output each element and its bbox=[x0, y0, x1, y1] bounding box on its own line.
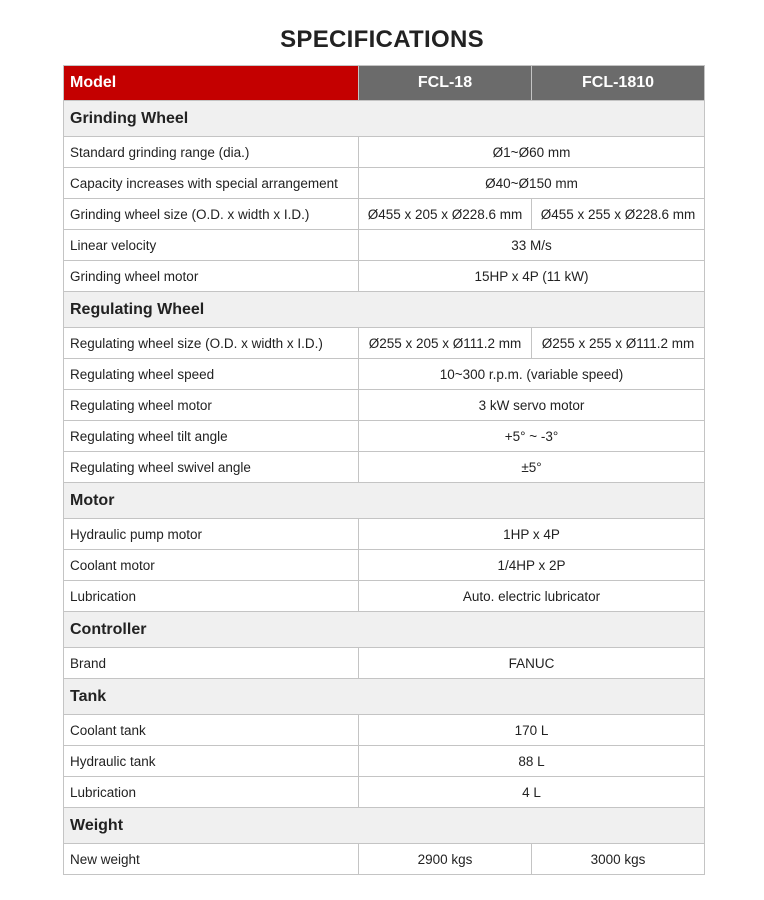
section-heading: Grinding Wheel bbox=[64, 101, 705, 137]
table-body bbox=[64, 101, 705, 875]
spec-value-fcl-18: 2900 kgs bbox=[359, 844, 532, 875]
table-row bbox=[64, 230, 705, 261]
section-heading: Weight bbox=[64, 808, 705, 844]
spec-label: Capacity increases with special arrangement bbox=[64, 168, 359, 199]
spec-value-shared: 1HP x 4P bbox=[359, 519, 705, 550]
spec-value-shared: 170 L bbox=[359, 715, 705, 746]
section-row-weight bbox=[64, 808, 705, 844]
spec-value-fcl-1810: 3000 kgs bbox=[532, 844, 705, 875]
table-row bbox=[64, 137, 705, 168]
spec-label: Coolant motor bbox=[64, 550, 359, 581]
spec-label: Brand bbox=[64, 648, 359, 679]
spec-value-fcl-18: Ø455 x 205 x Ø228.6 mm bbox=[359, 199, 532, 230]
spec-value-shared: 88 L bbox=[359, 746, 705, 777]
table-row bbox=[64, 648, 705, 679]
spec-value-shared: ±5° bbox=[359, 452, 705, 483]
spec-label: Hydraulic tank bbox=[64, 746, 359, 777]
spec-label: Regulating wheel size (O.D. x width x I.D.) bbox=[64, 328, 359, 359]
spec-value-shared: Ø40~Ø150 mm bbox=[359, 168, 705, 199]
spec-label: Grinding wheel size (O.D. x width x I.D.) bbox=[64, 199, 359, 230]
table-row bbox=[64, 452, 705, 483]
specifications-table bbox=[63, 65, 705, 875]
spec-label: Grinding wheel motor bbox=[64, 261, 359, 292]
table-row bbox=[64, 390, 705, 421]
table-row bbox=[64, 715, 705, 746]
table-row bbox=[64, 550, 705, 581]
table-row bbox=[64, 746, 705, 777]
header-row bbox=[64, 66, 705, 101]
spec-label: Regulating wheel tilt angle bbox=[64, 421, 359, 452]
spec-value-fcl-1810: Ø455 x 255 x Ø228.6 mm bbox=[532, 199, 705, 230]
spec-label: New weight bbox=[64, 844, 359, 875]
section-row-controller bbox=[64, 612, 705, 648]
section-row-grinding-wheel bbox=[64, 101, 705, 137]
spec-label: Regulating wheel swivel angle bbox=[64, 452, 359, 483]
spec-value-fcl-1810: Ø255 x 255 x Ø111.2 mm bbox=[532, 328, 705, 359]
section-heading: Regulating Wheel bbox=[64, 292, 705, 328]
table-row bbox=[64, 421, 705, 452]
spec-label: Lubrication bbox=[64, 581, 359, 612]
section-heading: Controller bbox=[64, 612, 705, 648]
spec-value-shared: 33 M/s bbox=[359, 230, 705, 261]
section-row-tank bbox=[64, 679, 705, 715]
table-header bbox=[64, 66, 705, 101]
table-row bbox=[64, 359, 705, 390]
section-heading: Motor bbox=[64, 483, 705, 519]
spec-label: Lubrication bbox=[64, 777, 359, 808]
spec-label: Linear velocity bbox=[64, 230, 359, 261]
table-row bbox=[64, 777, 705, 808]
spec-value-shared: 1/4HP x 2P bbox=[359, 550, 705, 581]
model-column-fcl-18: FCL-18 bbox=[359, 66, 532, 101]
table-row bbox=[64, 844, 705, 875]
spec-value-shared: 3 kW servo motor bbox=[359, 390, 705, 421]
spec-value-shared: Auto. electric lubricator bbox=[359, 581, 705, 612]
spec-label: Hydraulic pump motor bbox=[64, 519, 359, 550]
section-heading: Tank bbox=[64, 679, 705, 715]
model-header-cell: Model bbox=[64, 66, 359, 101]
page-title: SPECIFICATIONS bbox=[280, 26, 484, 53]
model-column-fcl-1810: FCL-1810 bbox=[532, 66, 705, 101]
spec-value-fcl-18: Ø255 x 205 x Ø111.2 mm bbox=[359, 328, 532, 359]
spec-value-shared: 4 L bbox=[359, 777, 705, 808]
spec-label: Regulating wheel motor bbox=[64, 390, 359, 421]
spec-value-shared: Ø1~Ø60 mm bbox=[359, 137, 705, 168]
table-row bbox=[64, 519, 705, 550]
spec-label: Regulating wheel speed bbox=[64, 359, 359, 390]
table-row bbox=[64, 199, 705, 230]
section-row-motor bbox=[64, 483, 705, 519]
table-row bbox=[64, 328, 705, 359]
table-row bbox=[64, 261, 705, 292]
table-row bbox=[64, 581, 705, 612]
spec-value-shared: FANUC bbox=[359, 648, 705, 679]
spec-value-shared: 15HP x 4P (11 kW) bbox=[359, 261, 705, 292]
section-row-regulating-wheel bbox=[64, 292, 705, 328]
spec-label: Coolant tank bbox=[64, 715, 359, 746]
spec-value-shared: +5° ~ -3° bbox=[359, 421, 705, 452]
spec-label: Standard grinding range (dia.) bbox=[64, 137, 359, 168]
table-row bbox=[64, 168, 705, 199]
spec-value-shared: 10~300 r.p.m. (variable speed) bbox=[359, 359, 705, 390]
